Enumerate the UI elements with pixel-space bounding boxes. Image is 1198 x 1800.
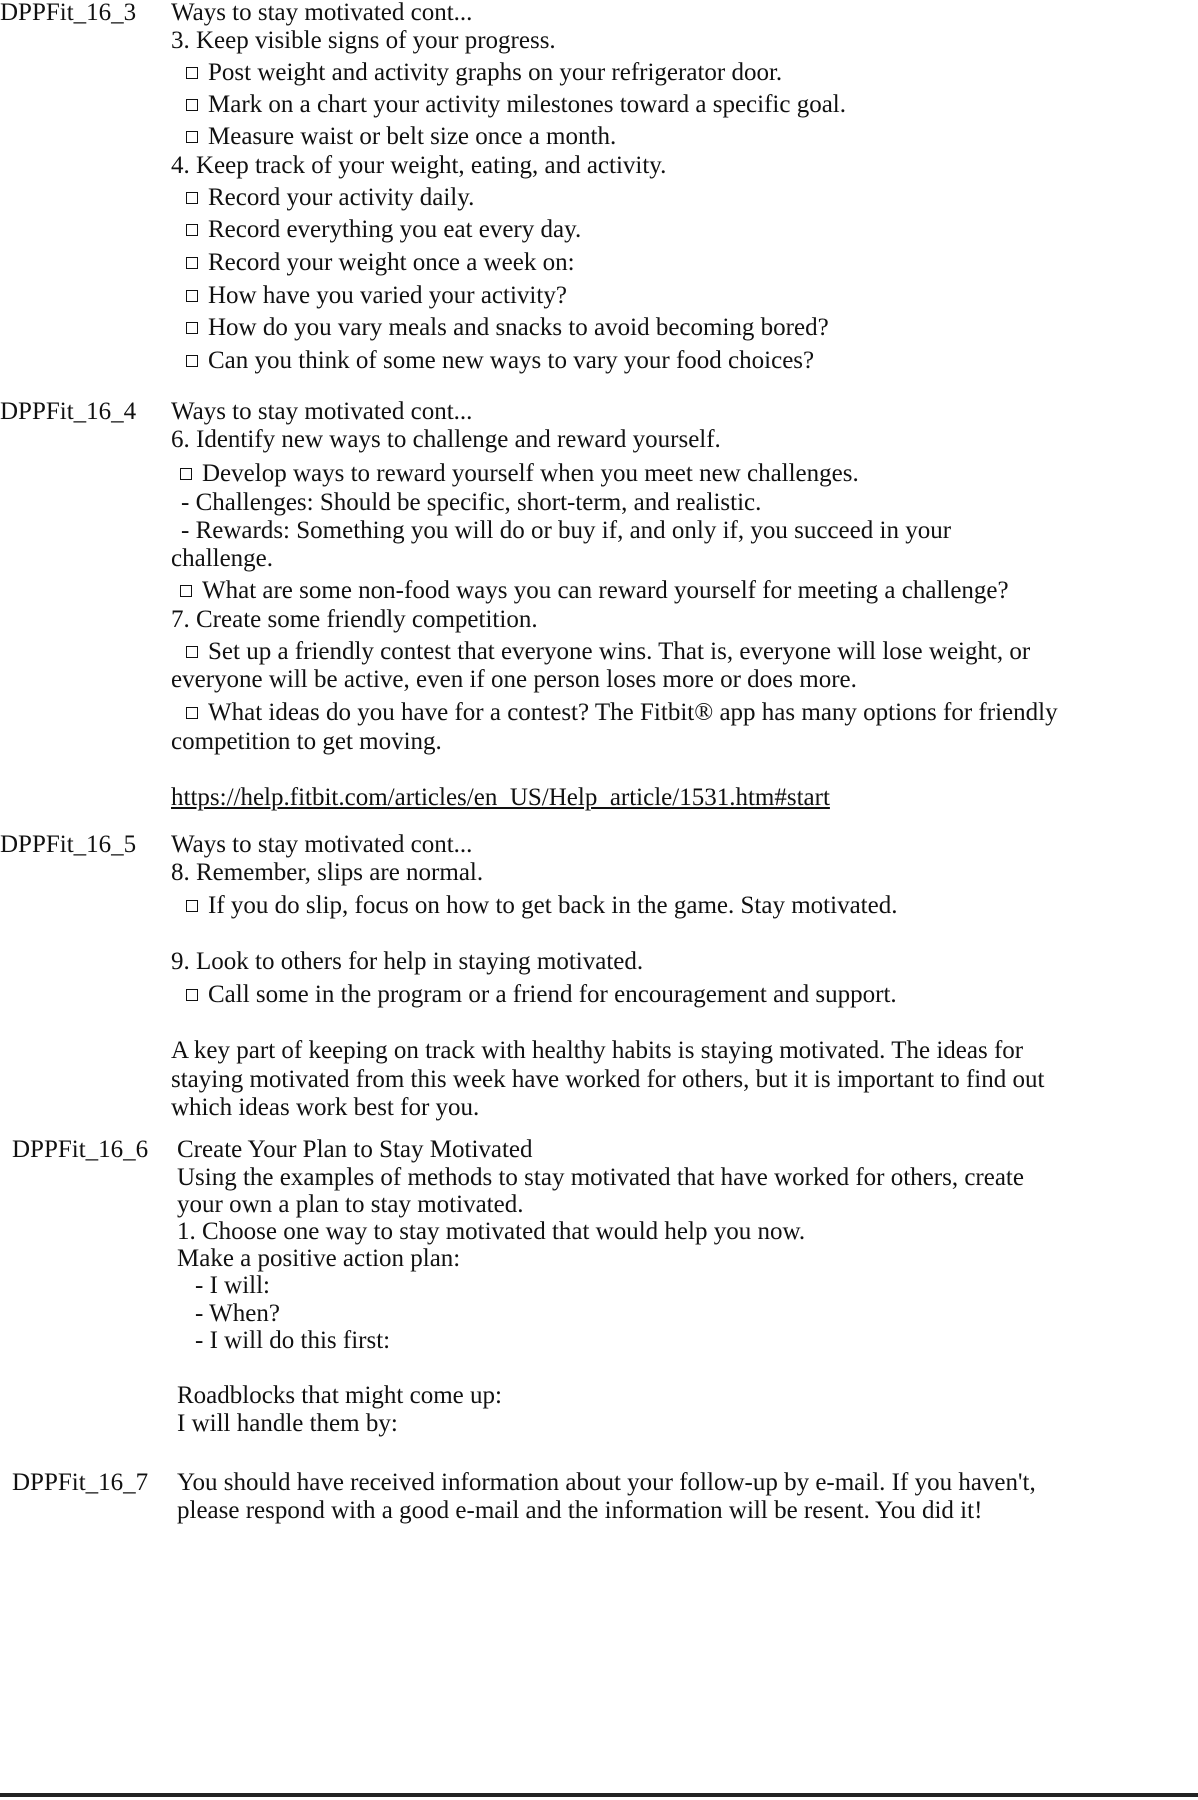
list-item: 3. Keep visible signs of your progress. [171,27,556,54]
list-item: 8. Remember, slips are normal. [171,859,484,886]
checkbox-icon [186,224,198,236]
checkbox-icon [186,192,198,204]
list-item: Mark on a chart your activity milestones toward a specific goal. [186,90,846,120]
section-heading: Ways to stay motivated cont... [171,0,473,26]
checkbox-icon [186,989,198,1001]
list-item: Measure waist or belt size once a month. [186,122,616,152]
checkbox-icon [186,131,198,143]
section-id-16-4: DPPFit_16_4 [0,398,137,425]
list-item: 1. Choose one way to stay motivated that would help you now. [177,1218,806,1245]
checkbox-icon [180,468,192,480]
list-item: What are some non-food ways you can reward yourself for meeting a challenge? [180,576,1009,606]
section-heading: Ways to stay motivated cont... [171,831,473,858]
section-heading: Ways to stay motivated cont... [171,398,473,425]
list-item: Record everything you eat every day. [186,215,581,245]
list-item: Record your activity daily. [186,183,474,213]
checkbox-icon [186,99,198,111]
list-item: 9. Look to others for help in staying motivated. [171,948,644,975]
list-item: What ideas do you have for a contest? The Fitbit® app has many options for friendly [186,698,1058,728]
list-item: If you do slip, focus on how to get back in the game. Stay motivated. [186,891,897,921]
paragraph-line: You should have received information about your follow-up by e-mail. If you haven't, [177,1469,1036,1496]
paragraph-line: I will handle them by: [177,1410,398,1437]
checkbox-icon [186,257,198,269]
list-item: - I will: [195,1272,270,1299]
bottom-divider [0,1793,1198,1797]
list-item: - When? [195,1300,280,1327]
list-item: - I will do this first: [195,1327,391,1354]
paragraph-line: Roadblocks that might come up: [177,1382,502,1409]
fitbit-help-link[interactable]: https://help.fitbit.com/articles/en_US/Help_article/1531.htm#start [171,784,830,811]
paragraph-line: competition to get moving. [171,728,442,755]
list-item: - Challenges: Should be specific, short-term, and realistic. [181,489,762,516]
list-item: Can you think of some new ways to vary your food choices? [186,346,814,376]
checkbox-icon [180,585,192,597]
list-item: Set up a friendly contest that everyone wins. That is, everyone will lose weight, or [186,637,1030,667]
checkbox-icon [186,322,198,334]
checkbox-icon [186,646,198,658]
paragraph-line: challenge. [171,545,274,572]
paragraph-line: please respond with a good e-mail and the information will be resent. You did it! [177,1497,983,1524]
list-item: - Rewards: Something you will do or buy if, and only if, you succeed in your [181,517,952,544]
paragraph-line: staying motivated from this week have worked for others, but it is important to find out [171,1066,1045,1093]
paragraph-line: Make a positive action plan: [177,1245,461,1272]
checkbox-icon [186,900,198,912]
list-item: 7. Create some friendly competition. [171,606,538,633]
list-item: How do you vary meals and snacks to avoid becoming bored? [186,313,829,343]
section-id-16-3: DPPFit_16_3 [0,0,137,26]
checkbox-icon [186,707,198,719]
list-item: Develop ways to reward yourself when you meet new challenges. [180,459,859,489]
list-item: Post weight and activity graphs on your refrigerator door. [186,58,782,88]
checkbox-icon [186,67,198,79]
checkbox-icon [186,290,198,302]
paragraph-line: everyone will be active, even if one person loses more or does more. [171,666,857,693]
paragraph-line: Using the examples of methods to stay motivated that have worked for others, create [177,1164,1024,1191]
section-id-16-7: DPPFit_16_7 [12,1469,149,1496]
paragraph-line: A key part of keeping on track with healthy habits is staying motivated. The ideas for [171,1037,1024,1064]
section-id-16-5: DPPFit_16_5 [0,831,137,858]
list-item: Record your weight once a week on: [186,248,575,278]
section-id-16-6: DPPFit_16_6 [12,1136,149,1163]
list-item: Call some in the program or a friend for encouragement and support. [186,980,897,1010]
paragraph-line: which ideas work best for you. [171,1094,480,1121]
list-item: 6. Identify new ways to challenge and reward yourself. [171,426,721,453]
section-heading: Create Your Plan to Stay Motivated [177,1136,533,1163]
list-item: How have you varied your activity? [186,281,567,311]
list-item: 4. Keep track of your weight, eating, and activity. [171,152,667,179]
paragraph-line: your own a plan to stay motivated. [177,1191,524,1218]
checkbox-icon [186,355,198,367]
